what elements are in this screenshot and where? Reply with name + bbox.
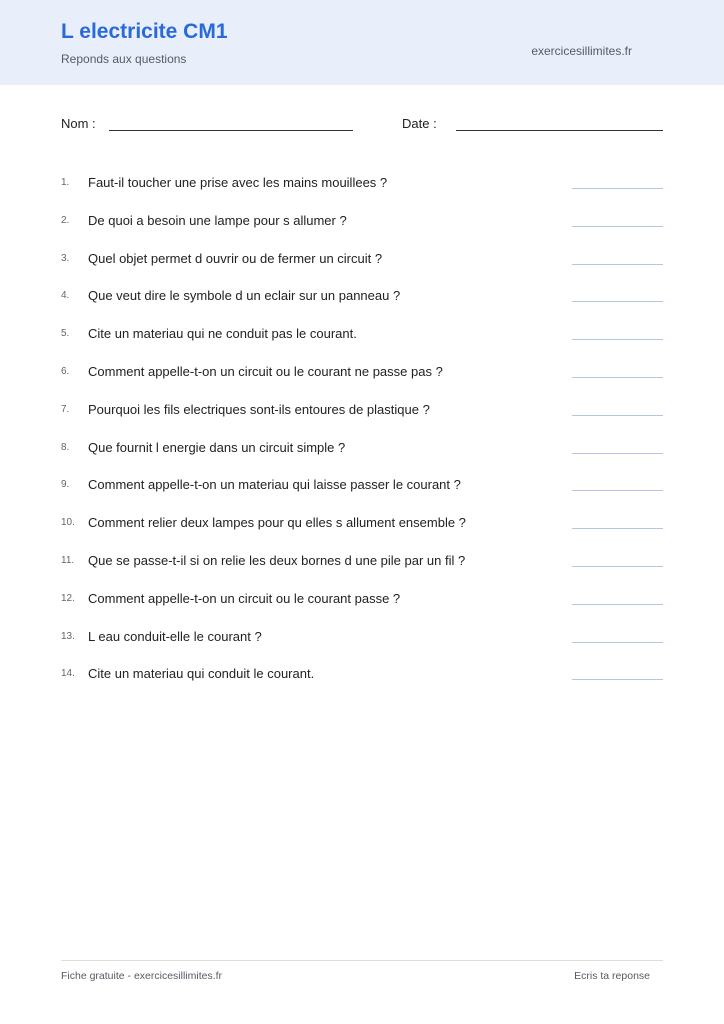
question-number: 9. xyxy=(61,479,70,491)
question-text: Comment appelle-t-on un materiau qui laisse passer le courant ? xyxy=(88,477,461,493)
answer-line xyxy=(572,188,663,189)
question-text: Cite un materiau qui conduit le courant. xyxy=(88,666,315,682)
question-number: 8. xyxy=(61,441,70,453)
answer-line xyxy=(572,264,663,265)
question-item xyxy=(61,625,663,663)
question-item xyxy=(61,209,663,247)
question-text: Que veut dire le symbole d un eclair sur un panneau ? xyxy=(88,288,401,304)
question-text: Que fournit l energie dans un circuit simple ? xyxy=(88,439,346,455)
page-subtitle: Reponds aux questions xyxy=(61,52,187,66)
question-number: 5. xyxy=(61,328,70,340)
footer-instruction: Ecris ta reponse xyxy=(574,970,650,982)
answer-line xyxy=(572,528,663,529)
question-item xyxy=(61,171,663,209)
question-number: 3. xyxy=(61,252,70,264)
answer-line xyxy=(572,415,663,416)
question-text: Comment appelle-t-on un circuit ou le courant ne passe pas ? xyxy=(88,363,443,379)
question-text: L eau conduit-elle le courant ? xyxy=(88,628,262,644)
answer-line xyxy=(572,453,663,454)
question-text: De quoi a besoin une lampe pour s allumer ? xyxy=(88,212,347,228)
question-text: Faut-il toucher une prise avec les mains mouillees ? xyxy=(88,175,388,190)
student-fields xyxy=(61,116,663,136)
name-line xyxy=(109,130,353,131)
question-number: 12. xyxy=(61,592,75,604)
answer-line xyxy=(572,377,663,378)
question-item xyxy=(61,247,663,285)
question-item xyxy=(61,284,663,322)
question-text: Que se passe-t-il si on relie les deux bornes d une pile par un fil ? xyxy=(88,552,466,568)
answer-line xyxy=(572,604,663,605)
question-text: Comment appelle-t-on un circuit ou le courant passe ? xyxy=(88,590,401,606)
question-number: 1. xyxy=(61,177,70,188)
header-banner xyxy=(0,0,724,85)
answer-line xyxy=(572,301,663,302)
question-item xyxy=(61,436,663,474)
name-label: Nom : xyxy=(61,116,96,131)
site-name: exercicesillimites.fr xyxy=(531,44,632,58)
date-line xyxy=(456,130,663,131)
question-text: Pourquoi les fils electriques sont-ils entoures de plastique ? xyxy=(88,401,430,417)
question-number: 6. xyxy=(61,365,70,377)
question-number: 10. xyxy=(61,517,75,529)
question-item xyxy=(61,511,663,549)
answer-line xyxy=(572,642,663,643)
question-text: Cite un materiau qui ne conduit pas le courant. xyxy=(88,326,357,342)
question-item xyxy=(61,360,663,398)
question-text: Quel objet permet d ouvrir ou de fermer un circuit ? xyxy=(88,250,383,266)
date-label: Date : xyxy=(402,116,437,131)
question-item xyxy=(61,473,663,511)
question-number: 7. xyxy=(61,403,70,415)
question-item xyxy=(61,322,663,360)
question-text: Comment relier deux lampes pour qu elles s allument ensemble ? xyxy=(88,515,466,531)
question-number: 2. xyxy=(61,214,70,226)
page-title: L electricite CM1 xyxy=(61,20,228,43)
question-number: 14. xyxy=(61,668,75,680)
answer-line xyxy=(572,490,663,491)
answer-line xyxy=(572,566,663,567)
question-number: 4. xyxy=(61,290,70,302)
answer-line xyxy=(572,339,663,340)
question-item xyxy=(61,398,663,436)
answer-line xyxy=(572,679,663,680)
question-number: 13. xyxy=(61,630,75,642)
question-list xyxy=(61,171,663,700)
question-item xyxy=(61,587,663,625)
footer-divider xyxy=(61,960,663,961)
question-item xyxy=(61,549,663,587)
footer-source: Fiche gratuite - exercicesillimites.fr xyxy=(61,970,223,982)
question-number: 11. xyxy=(61,554,75,566)
question-item xyxy=(61,662,663,700)
answer-line xyxy=(572,226,663,227)
